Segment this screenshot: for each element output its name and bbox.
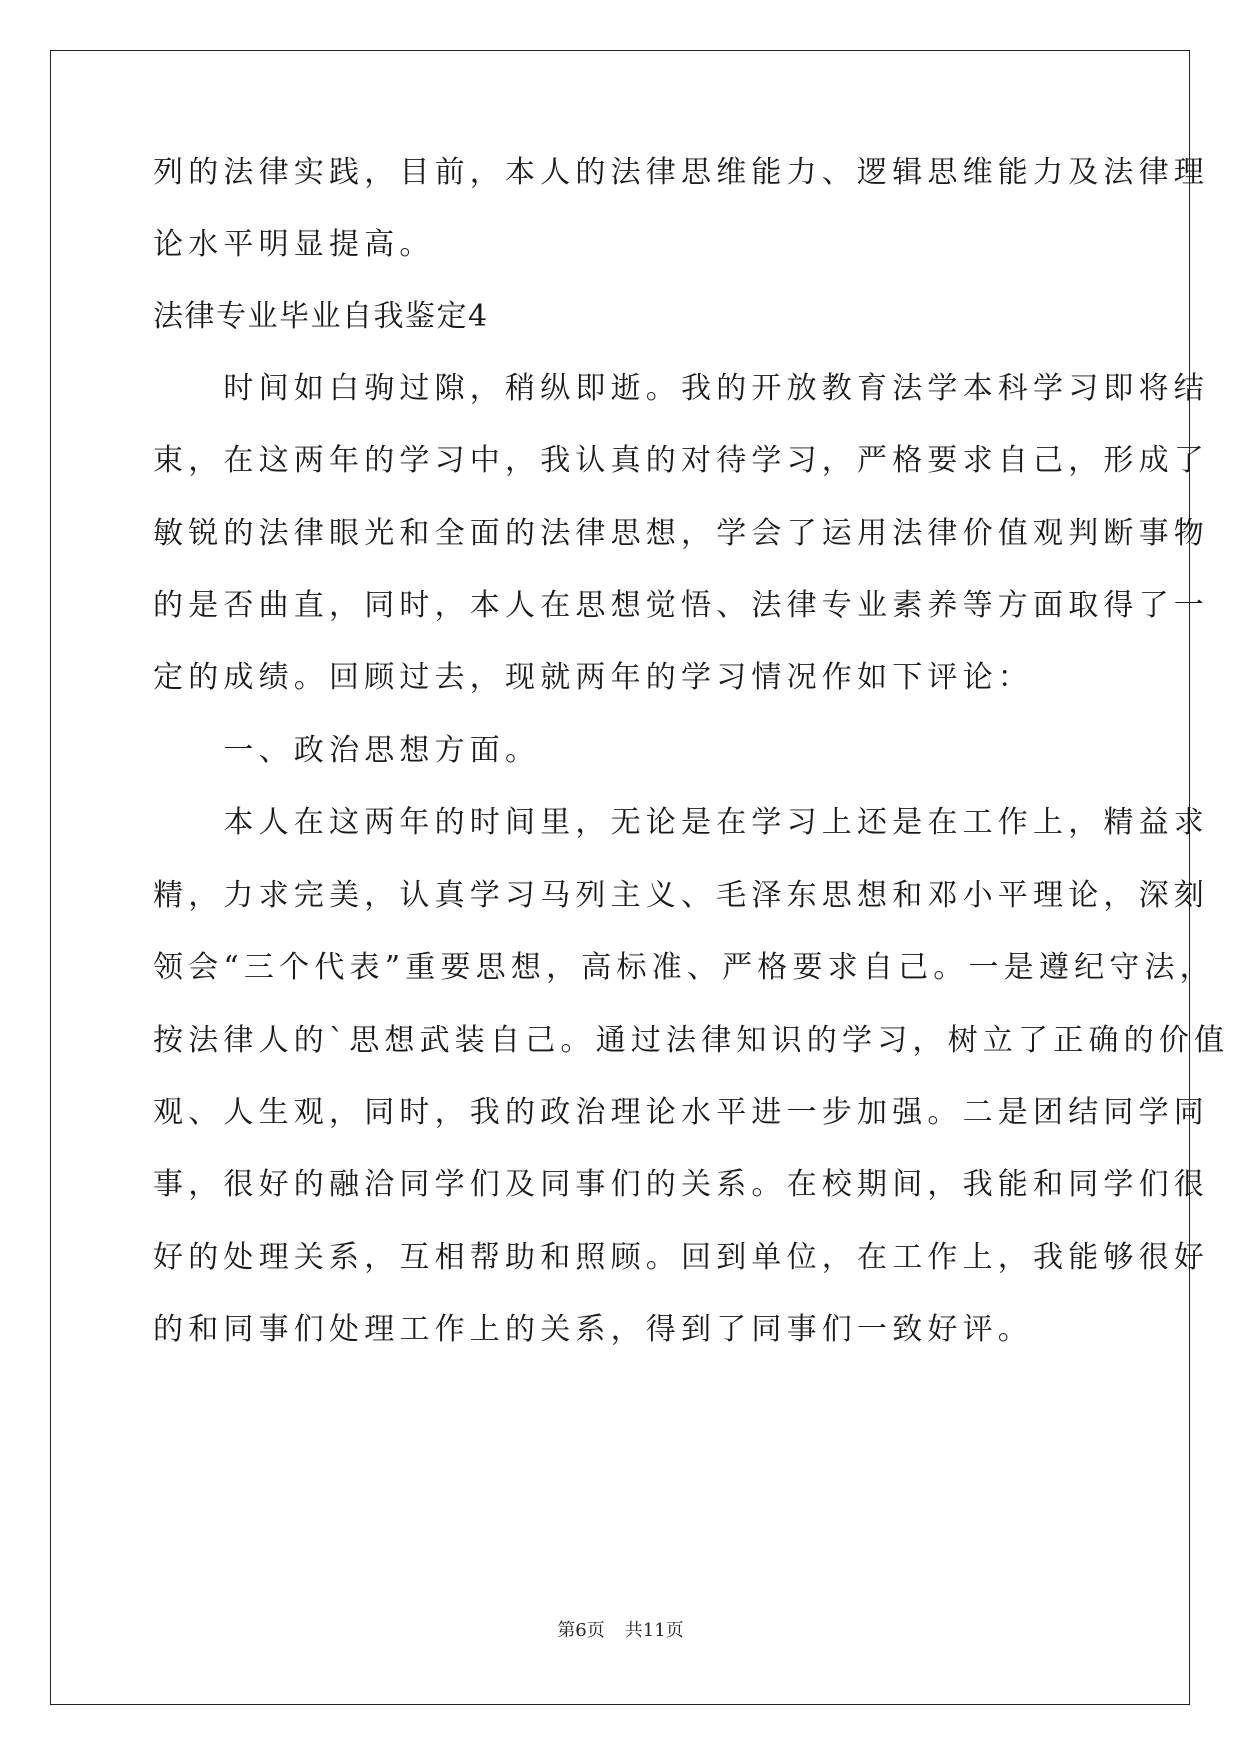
text-line: 列的法律实践，目前，本人的法律思维能力、逻辑思维能力及法律理 bbox=[153, 155, 1209, 190]
text-line: 敏锐的法律眼光和全面的法律思想，学会了运用法律价值观判断事物 bbox=[153, 516, 1209, 551]
text-line: 领会“三个代表”重要思想，高标准、严格要求自己。一是遵纪守法， bbox=[153, 950, 1215, 985]
text-line: 论水平明显提高。 bbox=[153, 227, 435, 262]
text-line: 本人在这两年的时间里，无论是在学习上还是在工作上，精益求 bbox=[153, 805, 1209, 840]
text-line: 定的成绩。回顾过去，现就两年的学习情况作如下评论： bbox=[153, 660, 1033, 695]
page-footer bbox=[0, 1616, 1241, 1642]
text-line: 的是否曲直，同时，本人在思想觉悟、法律专业素养等方面取得了一 bbox=[153, 588, 1209, 623]
section-heading: 法律专业毕业自我鉴定4 bbox=[153, 299, 489, 334]
text-line: 按法律人的`思想武装自己。通过法律知识的学习，树立了正确的价值 bbox=[153, 1023, 1230, 1058]
text-line: 束，在这两年的学习中，我认真的对待学习，严格要求自己，形成了 bbox=[153, 443, 1209, 478]
text-line: 时间如白驹过隙，稍纵即逝。我的开放教育法学本科学习即将结 bbox=[153, 371, 1209, 406]
text-line: 观、人生观，同时，我的政治理论水平进一步加强。二是团结同学同 bbox=[153, 1095, 1209, 1130]
page-total: 共11页 bbox=[624, 1620, 684, 1641]
text-line: 的和同事们处理工作上的关系，得到了同事们一致好评。 bbox=[153, 1312, 1033, 1347]
subsection-heading: 一、政治思想方面。 bbox=[153, 733, 541, 768]
text-line: 好的处理关系，互相帮助和照顾。回到单位，在工作上，我能够很好 bbox=[153, 1240, 1209, 1275]
text-line: 精，力求完美，认真学习马列主义、毛泽东思想和邓小平理论，深刻 bbox=[153, 878, 1209, 913]
text-line: 事，很好的融洽同学们及同事们的关系。在校期间，我能和同学们很 bbox=[153, 1167, 1209, 1202]
page-number: 第6页 bbox=[557, 1620, 605, 1641]
